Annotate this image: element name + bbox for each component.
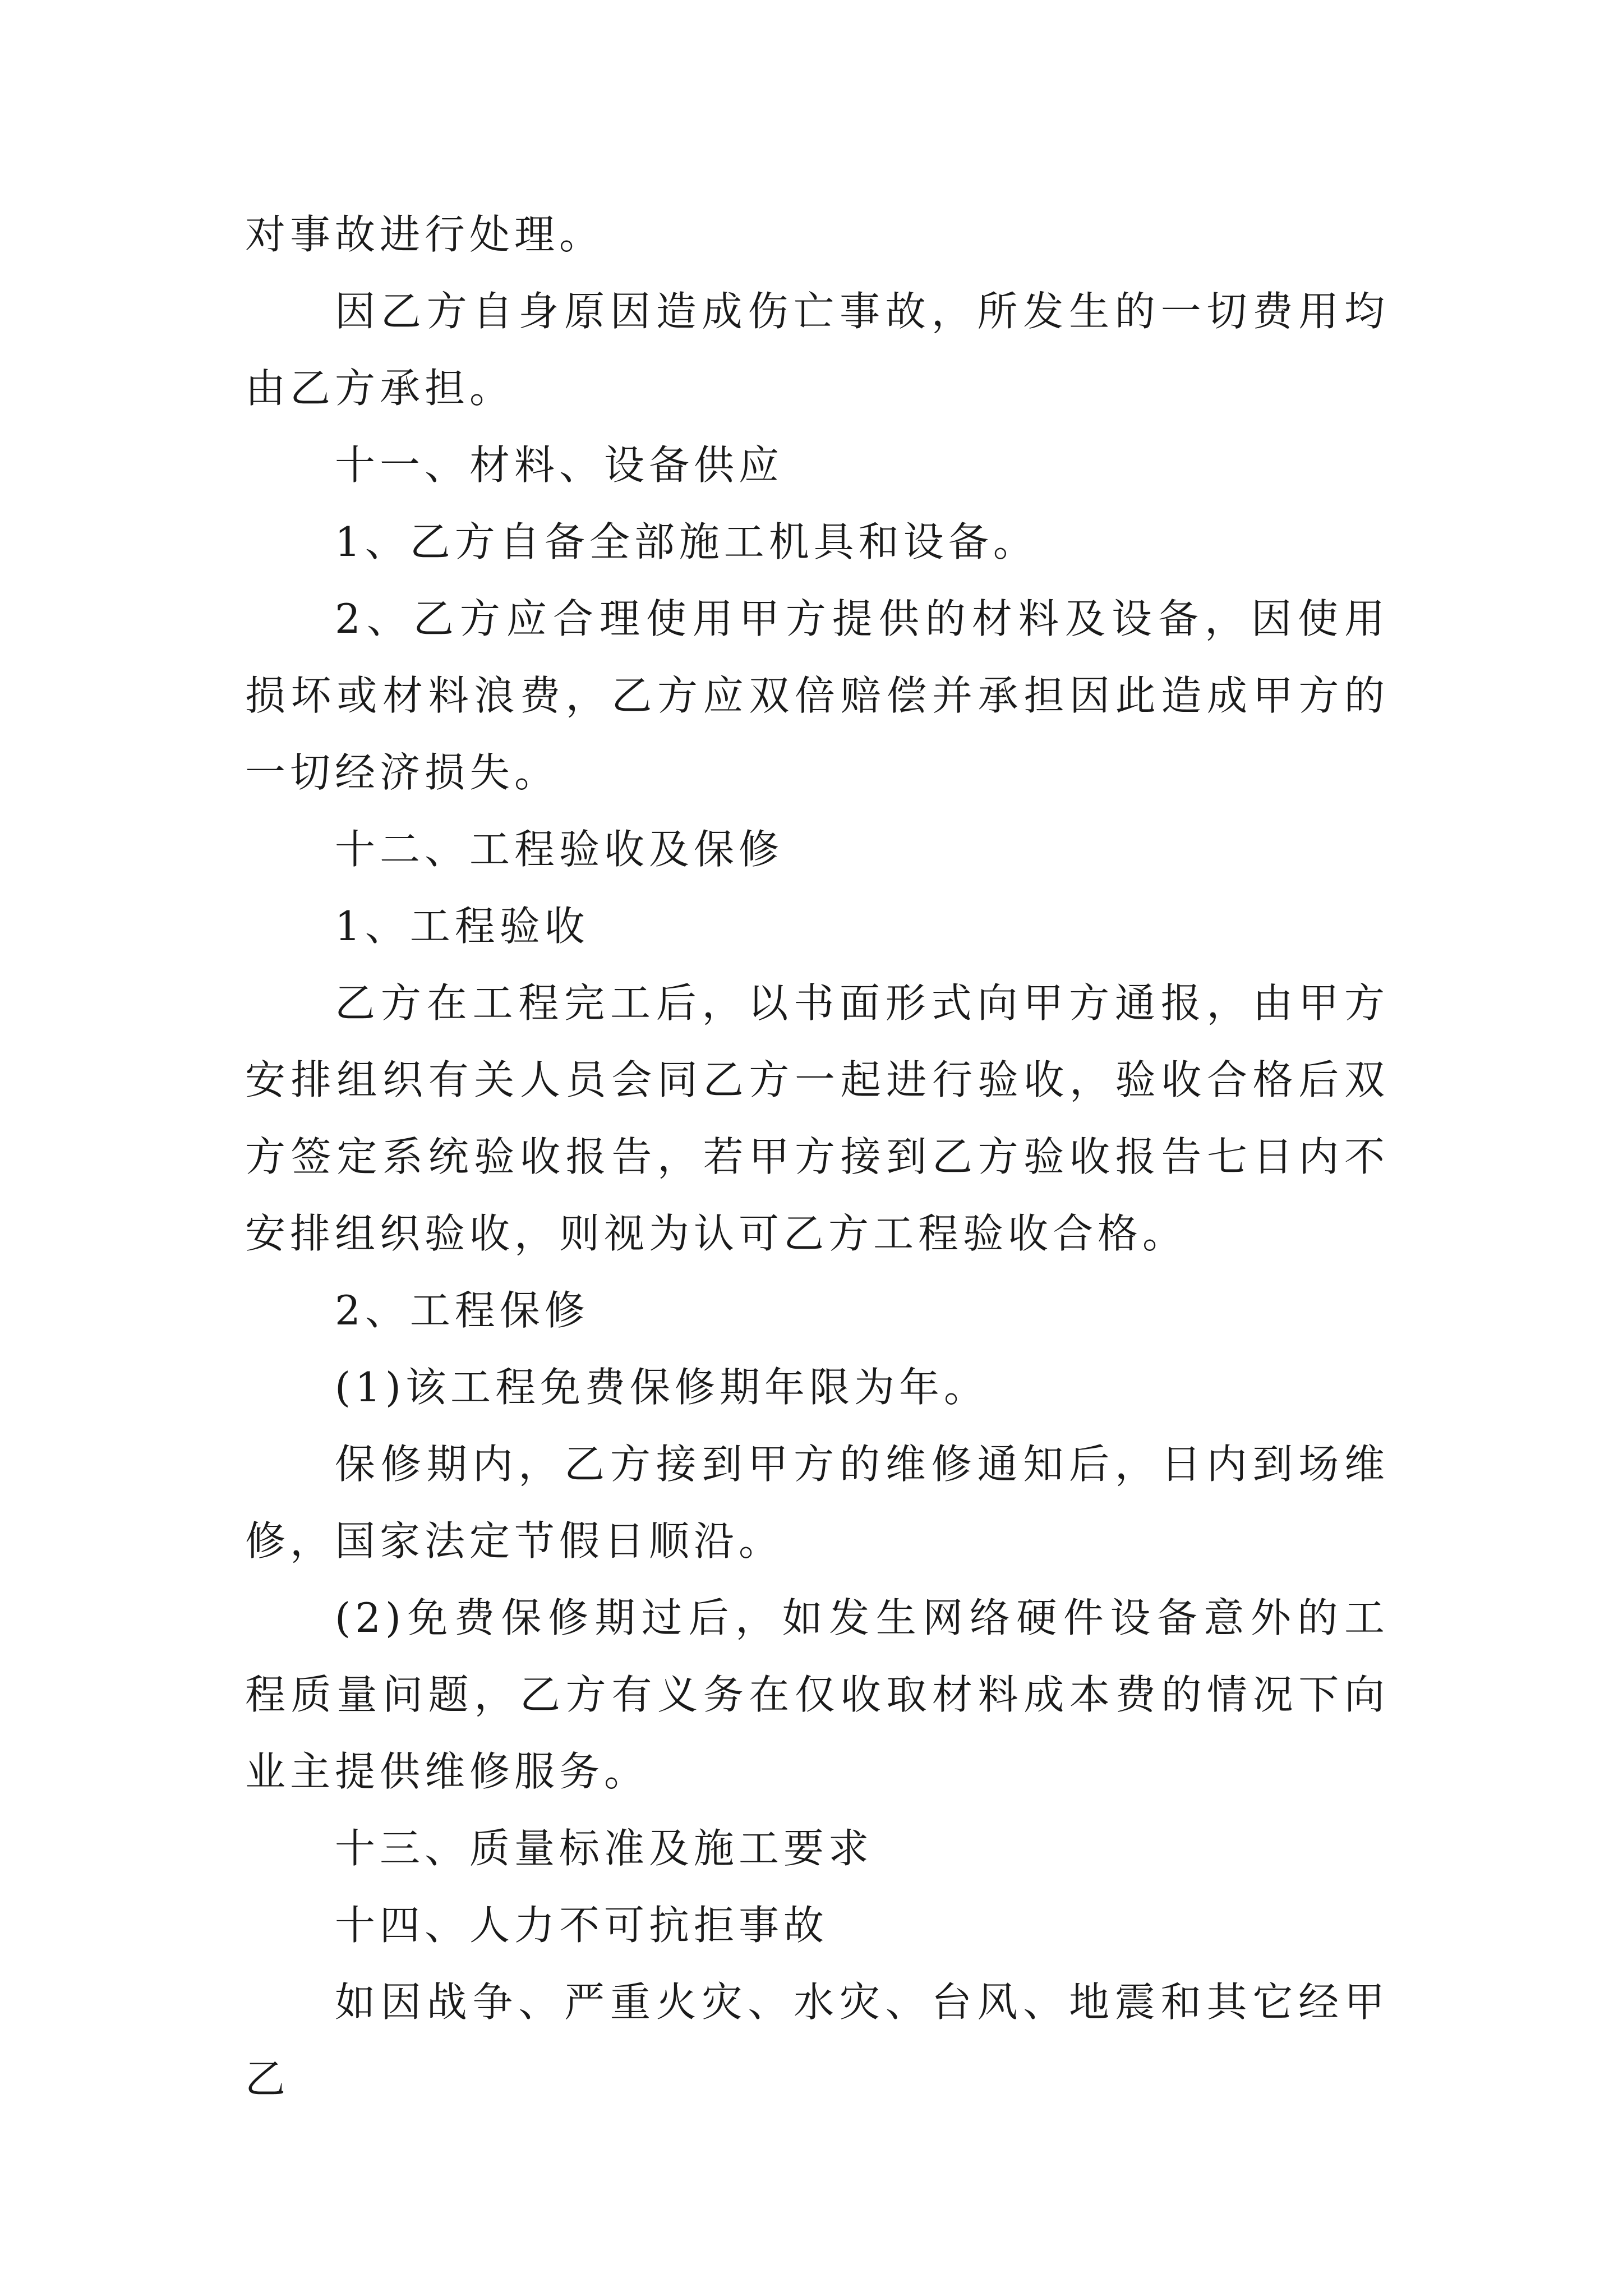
section-heading-11: 十一、材料、设备供应 (335, 441, 784, 489)
subheading-12-1: 1、工程验收 (335, 903, 589, 950)
section-heading-14: 十四、人力不可抗拒事故 (335, 1902, 829, 1949)
paragraph-acceptance: 乙方在工程完工后，以书面形式向甲方通报，由甲方安排组织有关人员会同乙方一起进行验收，验收合格后双方签定系统验收报告，若甲方接到乙方验收报告七日内不安排组织验收，则视为认可乙方工程验收合格。 (245, 979, 1389, 1257)
clause-warranty-2: (2)免费保修期过后，如发生网络硬件设备意外的工程质量问题，乙方有义务在仅收取材料成本费的情况下向业主提供维修服务。 (245, 1594, 1389, 1795)
clause-11-1: 1、乙方自备全部施工机具和设备。 (335, 518, 1038, 565)
section-heading-12: 十二、工程验收及保修 (335, 826, 784, 873)
subheading-12-2: 2、工程保修 (335, 1287, 589, 1334)
document-body (245, 196, 1389, 2118)
paragraph-accident-handling: 对事故进行处理。 (245, 211, 605, 258)
paragraph-casualty-costs: 因乙方自身原因造成伤亡事故，所发生的一切费用均由乙方承担。 (245, 288, 1389, 412)
clause-warranty-1: (1)该工程免费保修期年限为年。 (335, 1364, 989, 1411)
paragraph-warranty-service: 保修期内，乙方接到甲方的维修通知后，日内到场维修，国家法定节假日顺沿。 (245, 1441, 1389, 1565)
paragraph-force-majeure: 如因战争、严重火灾、水灾、台风、地震和其它经甲乙 (245, 1978, 1389, 2102)
section-heading-13: 十三、质量标准及施工要求 (335, 1825, 874, 1872)
clause-11-2: 2、乙方应合理使用甲方提供的材料及设备，因使用损坏或材料浪费，乙方应双倍赔偿并承担因此造成甲方的一切经济损失。 (245, 595, 1389, 796)
